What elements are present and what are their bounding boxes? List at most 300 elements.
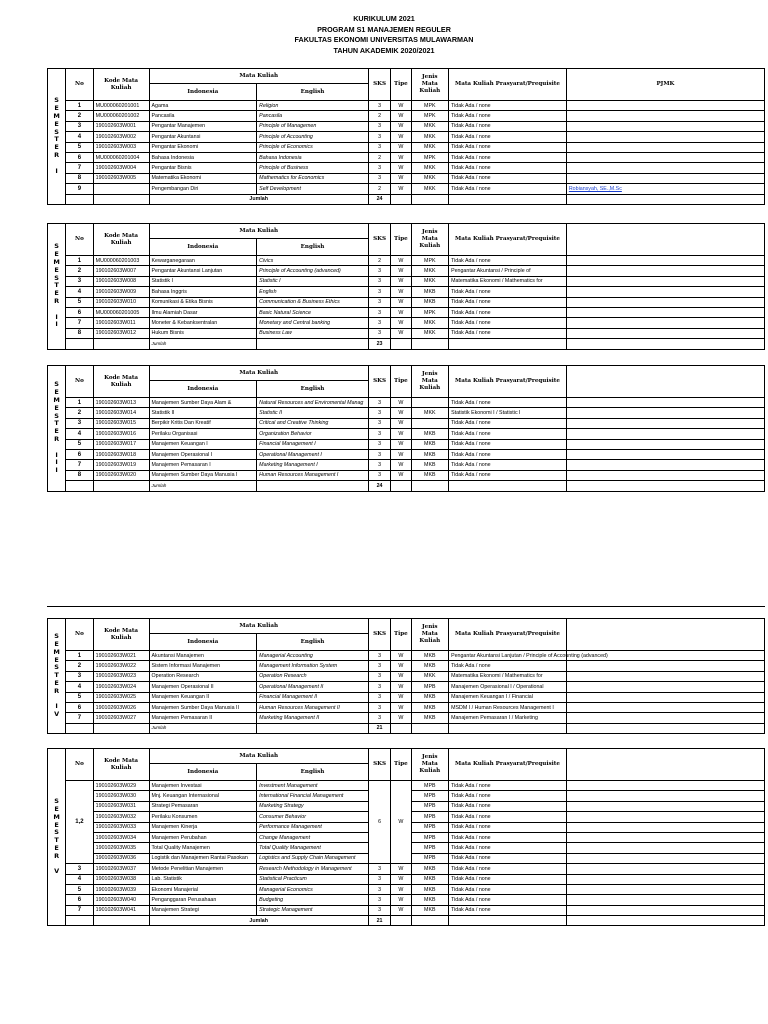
semester-letter: I xyxy=(55,702,58,711)
total-blank xyxy=(66,481,93,491)
course-name-id: Ilmu Alamiah Dasar xyxy=(149,307,257,317)
semester-letter: S xyxy=(54,127,59,136)
col-no: No xyxy=(66,366,93,398)
course-pjmk xyxy=(566,266,764,276)
col-no: No xyxy=(66,224,93,256)
course-row xyxy=(48,864,765,874)
semester-letter: R xyxy=(54,296,60,305)
course-pjmk xyxy=(566,864,764,874)
col-mata-kuliah: Mata Kuliah xyxy=(149,69,368,84)
course-row xyxy=(48,661,765,671)
course-name-en: Principle of Economics xyxy=(257,142,369,152)
course-type: MPB xyxy=(411,781,449,791)
total-blank xyxy=(566,194,764,204)
course-prerequisite: Matematika Ekonomi / Mathematics for xyxy=(449,671,567,681)
semester-letter: T xyxy=(54,419,59,428)
course-sks: 3 xyxy=(368,713,390,723)
course-type: MKK xyxy=(411,318,449,328)
course-type: MPK xyxy=(411,101,449,111)
course-tipe: W xyxy=(391,692,411,702)
course-row xyxy=(48,287,765,297)
course-prerequisite: Tidak Ada / none xyxy=(449,429,567,439)
course-name-en: Strategic Management xyxy=(257,905,369,915)
course-type xyxy=(411,398,449,408)
course-tipe: W xyxy=(391,449,411,459)
col-sks: SKS xyxy=(368,619,390,651)
course-code: 190102603W029 xyxy=(93,781,149,791)
course-sks: 3 xyxy=(368,429,390,439)
course-no: 7 xyxy=(66,460,93,470)
course-row xyxy=(48,692,765,702)
total-label: Jumlah xyxy=(149,339,257,349)
semester-letter: S xyxy=(54,380,59,389)
course-type: MKB xyxy=(411,449,449,459)
total-blank xyxy=(449,723,567,733)
course-tipe: W xyxy=(391,781,411,864)
course-type: MKK xyxy=(411,132,449,142)
course-type: MKK xyxy=(411,408,449,418)
col-no: No xyxy=(66,619,93,651)
course-pjmk xyxy=(566,713,764,723)
header-program: PROGRAM S1 MANAJEMEN REGULER xyxy=(317,24,451,34)
total-blank xyxy=(449,339,567,349)
semester-letter: M xyxy=(53,257,60,266)
total-blank xyxy=(391,723,411,733)
total-label: Jumlah xyxy=(149,194,368,204)
semester-letter: E xyxy=(54,143,59,152)
course-row xyxy=(48,895,765,905)
total-blank xyxy=(257,339,369,349)
course-type: MKK xyxy=(411,266,449,276)
course-name-en: Business Law xyxy=(257,328,369,338)
course-name-en: Research Methodology in Management xyxy=(257,864,369,874)
course-tipe: W xyxy=(391,671,411,681)
total-label: Jumlah xyxy=(149,723,257,733)
course-no: 5 xyxy=(66,439,93,449)
course-name-en: Civics xyxy=(257,256,369,266)
course-row xyxy=(48,429,765,439)
semester-letter: I xyxy=(55,466,58,475)
header-faculty: FAKULTAS EKONOMI UNIVERSITAS MULAWARMAN xyxy=(294,35,474,44)
course-sks: 3 xyxy=(368,266,390,276)
course-tipe: W xyxy=(391,318,411,328)
course-row xyxy=(48,702,765,712)
course-no: 5 xyxy=(66,692,93,702)
col-mata-kuliah: Mata Kuliah xyxy=(149,619,368,634)
course-type: MKK xyxy=(411,173,449,183)
course-name-id: Manajemen Sumber Daya Manusia I xyxy=(149,470,257,480)
course-row xyxy=(48,142,765,152)
course-prerequisite: Tidak Ada / none xyxy=(449,470,567,480)
course-sks: 3 xyxy=(368,408,390,418)
course-prerequisite: Tidak Ada / none xyxy=(449,661,567,671)
col-pjmk xyxy=(566,224,764,256)
course-tipe: W xyxy=(391,874,411,884)
course-code: 190102603W025 xyxy=(93,692,149,702)
semester-letter: V xyxy=(54,867,60,876)
course-pjmk xyxy=(566,791,764,801)
course-tipe: W xyxy=(391,266,411,276)
course-name-en: English xyxy=(257,287,369,297)
course-pjmk xyxy=(566,121,764,131)
course-pjmk xyxy=(566,671,764,681)
course-sks: 3 xyxy=(368,884,390,894)
course-no: 1 xyxy=(66,256,93,266)
course-type: MKB xyxy=(411,702,449,712)
col-prasyarat: Mata Kuliah Prasyarat/Prequisite xyxy=(449,69,567,101)
course-pjmk xyxy=(566,449,764,459)
total-blank xyxy=(566,723,764,733)
course-pjmk xyxy=(566,408,764,418)
total-blank xyxy=(66,339,93,349)
course-pjmk xyxy=(566,418,764,428)
semester-letter: R xyxy=(54,151,60,160)
course-name-en: Financial Management I xyxy=(257,439,369,449)
total-blank xyxy=(257,723,369,733)
course-name-en: Change Management xyxy=(257,832,369,842)
course-code: 190102603W009 xyxy=(93,287,149,297)
course-no: 7 xyxy=(66,163,93,173)
course-code: 190102603W039 xyxy=(93,884,149,894)
course-prerequisite: Tidak Ada / none xyxy=(449,460,567,470)
course-name-id: Matematika Ekonomi xyxy=(149,173,257,183)
course-code: 190102603W018 xyxy=(93,449,149,459)
col-pjmk: PJMK xyxy=(566,69,764,101)
total-blank xyxy=(93,194,149,204)
course-tipe: W xyxy=(391,884,411,894)
course-pjmk xyxy=(566,853,764,863)
course-prerequisite: Tidak Ada / none xyxy=(449,791,567,801)
semester-letter: E xyxy=(54,250,59,259)
course-name-en: Operational Management I xyxy=(257,449,369,459)
course-name-id: Penganggaran Perusahaan xyxy=(149,895,257,905)
semester-letter: S xyxy=(54,242,59,251)
col-pjmk xyxy=(566,619,764,651)
semester-letter: E xyxy=(54,119,59,128)
course-name-id: Ekonomi Manajerial xyxy=(149,884,257,894)
course-row xyxy=(48,398,765,408)
course-prerequisite: Tidak Ada / none xyxy=(449,853,567,863)
course-name-id: Manajemen Perubahan xyxy=(149,832,257,842)
course-name-id: Manajemen Keuangan II xyxy=(149,692,257,702)
col-tipe: Tipe xyxy=(391,749,411,781)
semester-letter: R xyxy=(54,851,60,860)
course-tipe: W xyxy=(391,651,411,661)
course-prerequisite: Tidak Ada / none xyxy=(449,101,567,111)
col-prasyarat: Mata Kuliah Prasyarat/Prequisite xyxy=(449,366,567,398)
course-type: MKB xyxy=(411,895,449,905)
semester-letter: T xyxy=(54,836,59,845)
course-row xyxy=(48,671,765,681)
total-blank xyxy=(93,481,149,491)
course-no: 2 xyxy=(66,111,93,121)
course-name-en: Principle of Business xyxy=(257,163,369,173)
course-prerequisite: Tidak Ada / none xyxy=(449,152,567,162)
course-code: 190102603W037 xyxy=(93,864,149,874)
course-sks: 2 xyxy=(368,152,390,162)
course-pjmk xyxy=(566,843,764,853)
course-tipe: W xyxy=(391,163,411,173)
semester-letter: T xyxy=(54,135,59,144)
semester-letter: E xyxy=(54,388,59,397)
course-name-en: Human Resources Management I xyxy=(257,470,369,480)
course-pjmk xyxy=(566,256,764,266)
total-blank xyxy=(411,916,449,926)
course-sks: 3 xyxy=(368,874,390,884)
course-row xyxy=(48,266,765,276)
course-code: MU000060201001 xyxy=(93,101,149,111)
course-no: 5 xyxy=(66,884,93,894)
course-pjmk xyxy=(566,822,764,832)
course-name-id: Manajemen Sumber Daya Manusia II xyxy=(149,702,257,712)
course-pjmk xyxy=(566,439,764,449)
semester-letter: M xyxy=(53,812,60,821)
col-sks: SKS xyxy=(368,749,390,781)
course-tipe: W xyxy=(391,152,411,162)
course-code: 190102603W031 xyxy=(93,801,149,811)
course-sks: 3 xyxy=(368,864,390,874)
total-sks: 21 xyxy=(368,916,390,926)
course-pjmk xyxy=(566,398,764,408)
course-prerequisite: MSDM I / Human Resources Management I xyxy=(449,702,567,712)
course-type: MKB xyxy=(411,905,449,915)
course-pjmk xyxy=(566,163,764,173)
course-no: 1,2 xyxy=(66,781,93,864)
course-no: 1 xyxy=(66,101,93,111)
course-no: 6 xyxy=(66,449,93,459)
course-pjmk xyxy=(566,682,764,692)
course-code: 190102603W038 xyxy=(93,874,149,884)
course-name-en: Statistic II xyxy=(257,408,369,418)
course-type: MKK xyxy=(411,276,449,286)
col-tipe: Tipe xyxy=(391,69,411,101)
page-divider xyxy=(47,606,765,607)
course-prerequisite: Pengantar Akuntansi Lanjutan / Principle of Accounting (advanced) xyxy=(449,651,567,661)
course-pjmk xyxy=(566,812,764,822)
course-pjmk xyxy=(566,173,764,183)
course-row xyxy=(48,470,765,480)
total-blank xyxy=(391,916,411,926)
course-type: MPK xyxy=(411,111,449,121)
course-sks: 3 xyxy=(368,318,390,328)
course-row xyxy=(48,101,765,111)
course-type: MKK xyxy=(411,121,449,131)
course-type: MPK xyxy=(411,307,449,317)
col-pjmk xyxy=(566,749,764,781)
course-no: 1 xyxy=(66,651,93,661)
col-indonesia: Indonesia xyxy=(149,239,257,256)
semester-table xyxy=(47,68,765,205)
total-row xyxy=(48,481,765,491)
course-tipe: W xyxy=(391,184,411,194)
course-tipe: W xyxy=(391,121,411,131)
semester-letter: E xyxy=(54,289,59,298)
semester-letter: E xyxy=(54,805,59,814)
course-tipe: W xyxy=(391,895,411,905)
total-row xyxy=(48,916,765,926)
document-header xyxy=(0,14,768,56)
course-name-id: Total Quality Manajemen xyxy=(149,843,257,853)
semester-label xyxy=(48,224,66,350)
course-pjmk xyxy=(566,111,764,121)
total-blank xyxy=(391,339,411,349)
col-indonesia: Indonesia xyxy=(149,84,257,101)
total-blank xyxy=(411,194,449,204)
course-prerequisite: Statistik Ekonomi I / Statistic I xyxy=(449,408,567,418)
col-english: English xyxy=(257,764,369,781)
course-no: 9 xyxy=(66,184,93,194)
course-tipe: W xyxy=(391,256,411,266)
total-label: Jumlah xyxy=(149,916,368,926)
col-indonesia: Indonesia xyxy=(149,764,257,781)
course-code: MU000060201004 xyxy=(93,152,149,162)
course-sks: 3 xyxy=(368,895,390,905)
col-jenis: Jenis Mata Kuliah xyxy=(411,366,449,398)
course-sks: 6 xyxy=(368,781,390,864)
course-code: 190102603W007 xyxy=(93,266,149,276)
course-code xyxy=(93,184,149,194)
course-code: 190102603W012 xyxy=(93,328,149,338)
course-prerequisite: Tidak Ada / none xyxy=(449,398,567,408)
course-no: 4 xyxy=(66,132,93,142)
course-name-en: Statistic I xyxy=(257,276,369,286)
course-name-id: Sistem Informasi Manajemen xyxy=(149,661,257,671)
col-no: No xyxy=(66,69,93,101)
course-pjmk xyxy=(566,287,764,297)
col-english: English xyxy=(257,84,369,101)
course-sks: 2 xyxy=(368,256,390,266)
course-code: 190102603W035 xyxy=(93,843,149,853)
course-type: MKK xyxy=(411,328,449,338)
course-name-id: Mnj. Keuangan Internasional xyxy=(149,791,257,801)
course-sks: 3 xyxy=(368,328,390,338)
total-blank xyxy=(93,723,149,733)
course-name-id: Pengantar Bisnis xyxy=(149,163,257,173)
course-tipe: W xyxy=(391,418,411,428)
course-name-id: Pengantar Manajemen xyxy=(149,121,257,131)
total-blank xyxy=(449,481,567,491)
course-type: MPB xyxy=(411,682,449,692)
course-pjmk xyxy=(566,318,764,328)
course-prerequisite: Tidak Ada / none xyxy=(449,121,567,131)
course-type: MPK xyxy=(411,256,449,266)
course-tipe: W xyxy=(391,173,411,183)
course-name-id: Statistik I xyxy=(149,276,257,286)
course-sks: 3 xyxy=(368,905,390,915)
course-tipe: W xyxy=(391,460,411,470)
course-row xyxy=(48,111,765,121)
course-code: 190102603W019 xyxy=(93,460,149,470)
course-type: MKB xyxy=(411,439,449,449)
course-prerequisite: Tidak Ada / none xyxy=(449,142,567,152)
course-type: MPB xyxy=(411,791,449,801)
course-row xyxy=(48,418,765,428)
total-sks: 23 xyxy=(368,339,390,349)
course-code: 190102603W022 xyxy=(93,661,149,671)
course-name-id: Manajemen Investasi xyxy=(149,781,257,791)
course-prerequisite: Tidak Ada / none xyxy=(449,307,567,317)
course-name-id: Pengantar Akuntansi xyxy=(149,132,257,142)
course-name-id: Metode Penelitian Manajemen xyxy=(149,864,257,874)
course-row xyxy=(48,651,765,661)
total-sks: 24 xyxy=(368,194,390,204)
course-no: 8 xyxy=(66,173,93,183)
course-code: 190102603W010 xyxy=(93,297,149,307)
course-code: 190102603W034 xyxy=(93,832,149,842)
col-indonesia: Indonesia xyxy=(149,381,257,398)
course-no: 3 xyxy=(66,864,93,874)
course-prerequisite: Manajemen Keuangan I / Financial xyxy=(449,692,567,702)
course-tipe: W xyxy=(391,713,411,723)
course-row xyxy=(48,408,765,418)
course-name-id: Pengantar Akuntansi Lanjutan xyxy=(149,266,257,276)
course-name-id: Komunikasi & Etika Bisnis xyxy=(149,297,257,307)
col-kode: Kode Mata Kuliah xyxy=(93,749,149,781)
course-sks: 3 xyxy=(368,287,390,297)
header-curriculum: KURIKULUM 2021 xyxy=(353,14,415,23)
course-pjmk[interactable]: Robiansyah, SE.,M.Sc xyxy=(566,184,764,194)
col-kode: Kode Mata Kuliah xyxy=(93,619,149,651)
semester-letter: S xyxy=(54,632,59,641)
course-prerequisite: Tidak Ada / none xyxy=(449,905,567,915)
total-blank xyxy=(411,481,449,491)
course-tipe: W xyxy=(391,287,411,297)
semester-letter: E xyxy=(54,427,59,436)
header-academic-year: TAHUN AKADEMIK 2020/2021 xyxy=(333,45,435,55)
course-tipe: W xyxy=(391,307,411,317)
total-sks: 21 xyxy=(368,723,390,733)
course-no: 1 xyxy=(66,398,93,408)
course-no: 8 xyxy=(66,328,93,338)
course-sks: 3 xyxy=(368,132,390,142)
course-pjmk xyxy=(566,905,764,915)
course-prerequisite: Tidak Ada / none xyxy=(449,884,567,894)
col-jenis: Jenis Mata Kuliah xyxy=(411,69,449,101)
course-name-en: Organization Behavior xyxy=(257,429,369,439)
course-tipe: W xyxy=(391,905,411,915)
col-prasyarat: Mata Kuliah Prasyarat/Prequisite xyxy=(449,749,567,781)
course-pjmk xyxy=(566,132,764,142)
total-blank xyxy=(391,194,411,204)
course-prerequisite: Tidak Ada / none xyxy=(449,297,567,307)
course-type: MKK xyxy=(411,142,449,152)
col-kode: Kode Mata Kuliah xyxy=(93,69,149,101)
course-prerequisite: Tidak Ada / none xyxy=(449,184,567,194)
course-prerequisite: Tidak Ada / none xyxy=(449,256,567,266)
course-type: MKB xyxy=(411,429,449,439)
course-type: MKB xyxy=(411,692,449,702)
course-type: MKB xyxy=(411,460,449,470)
course-name-en: Financial Management II xyxy=(257,692,369,702)
course-code: MU000060201003 xyxy=(93,256,149,266)
course-no: 2 xyxy=(66,266,93,276)
course-prerequisite: Tidak Ada / none xyxy=(449,832,567,842)
course-sks: 3 xyxy=(368,121,390,131)
course-type: MPK xyxy=(411,152,449,162)
course-type: MPB xyxy=(411,812,449,822)
course-code: 190102603W041 xyxy=(93,905,149,915)
course-code: 190102603W003 xyxy=(93,142,149,152)
course-tipe: W xyxy=(391,439,411,449)
course-row xyxy=(48,256,765,266)
course-pjmk xyxy=(566,832,764,842)
total-blank xyxy=(411,339,449,349)
course-prerequisite: Tidak Ada / none xyxy=(449,781,567,791)
course-name-id: Logistik dan Manajemen Rantai Pasokan xyxy=(149,853,257,863)
course-name-id: Pengembangan Diri xyxy=(149,184,257,194)
course-pjmk xyxy=(566,801,764,811)
semester-label xyxy=(48,366,66,492)
